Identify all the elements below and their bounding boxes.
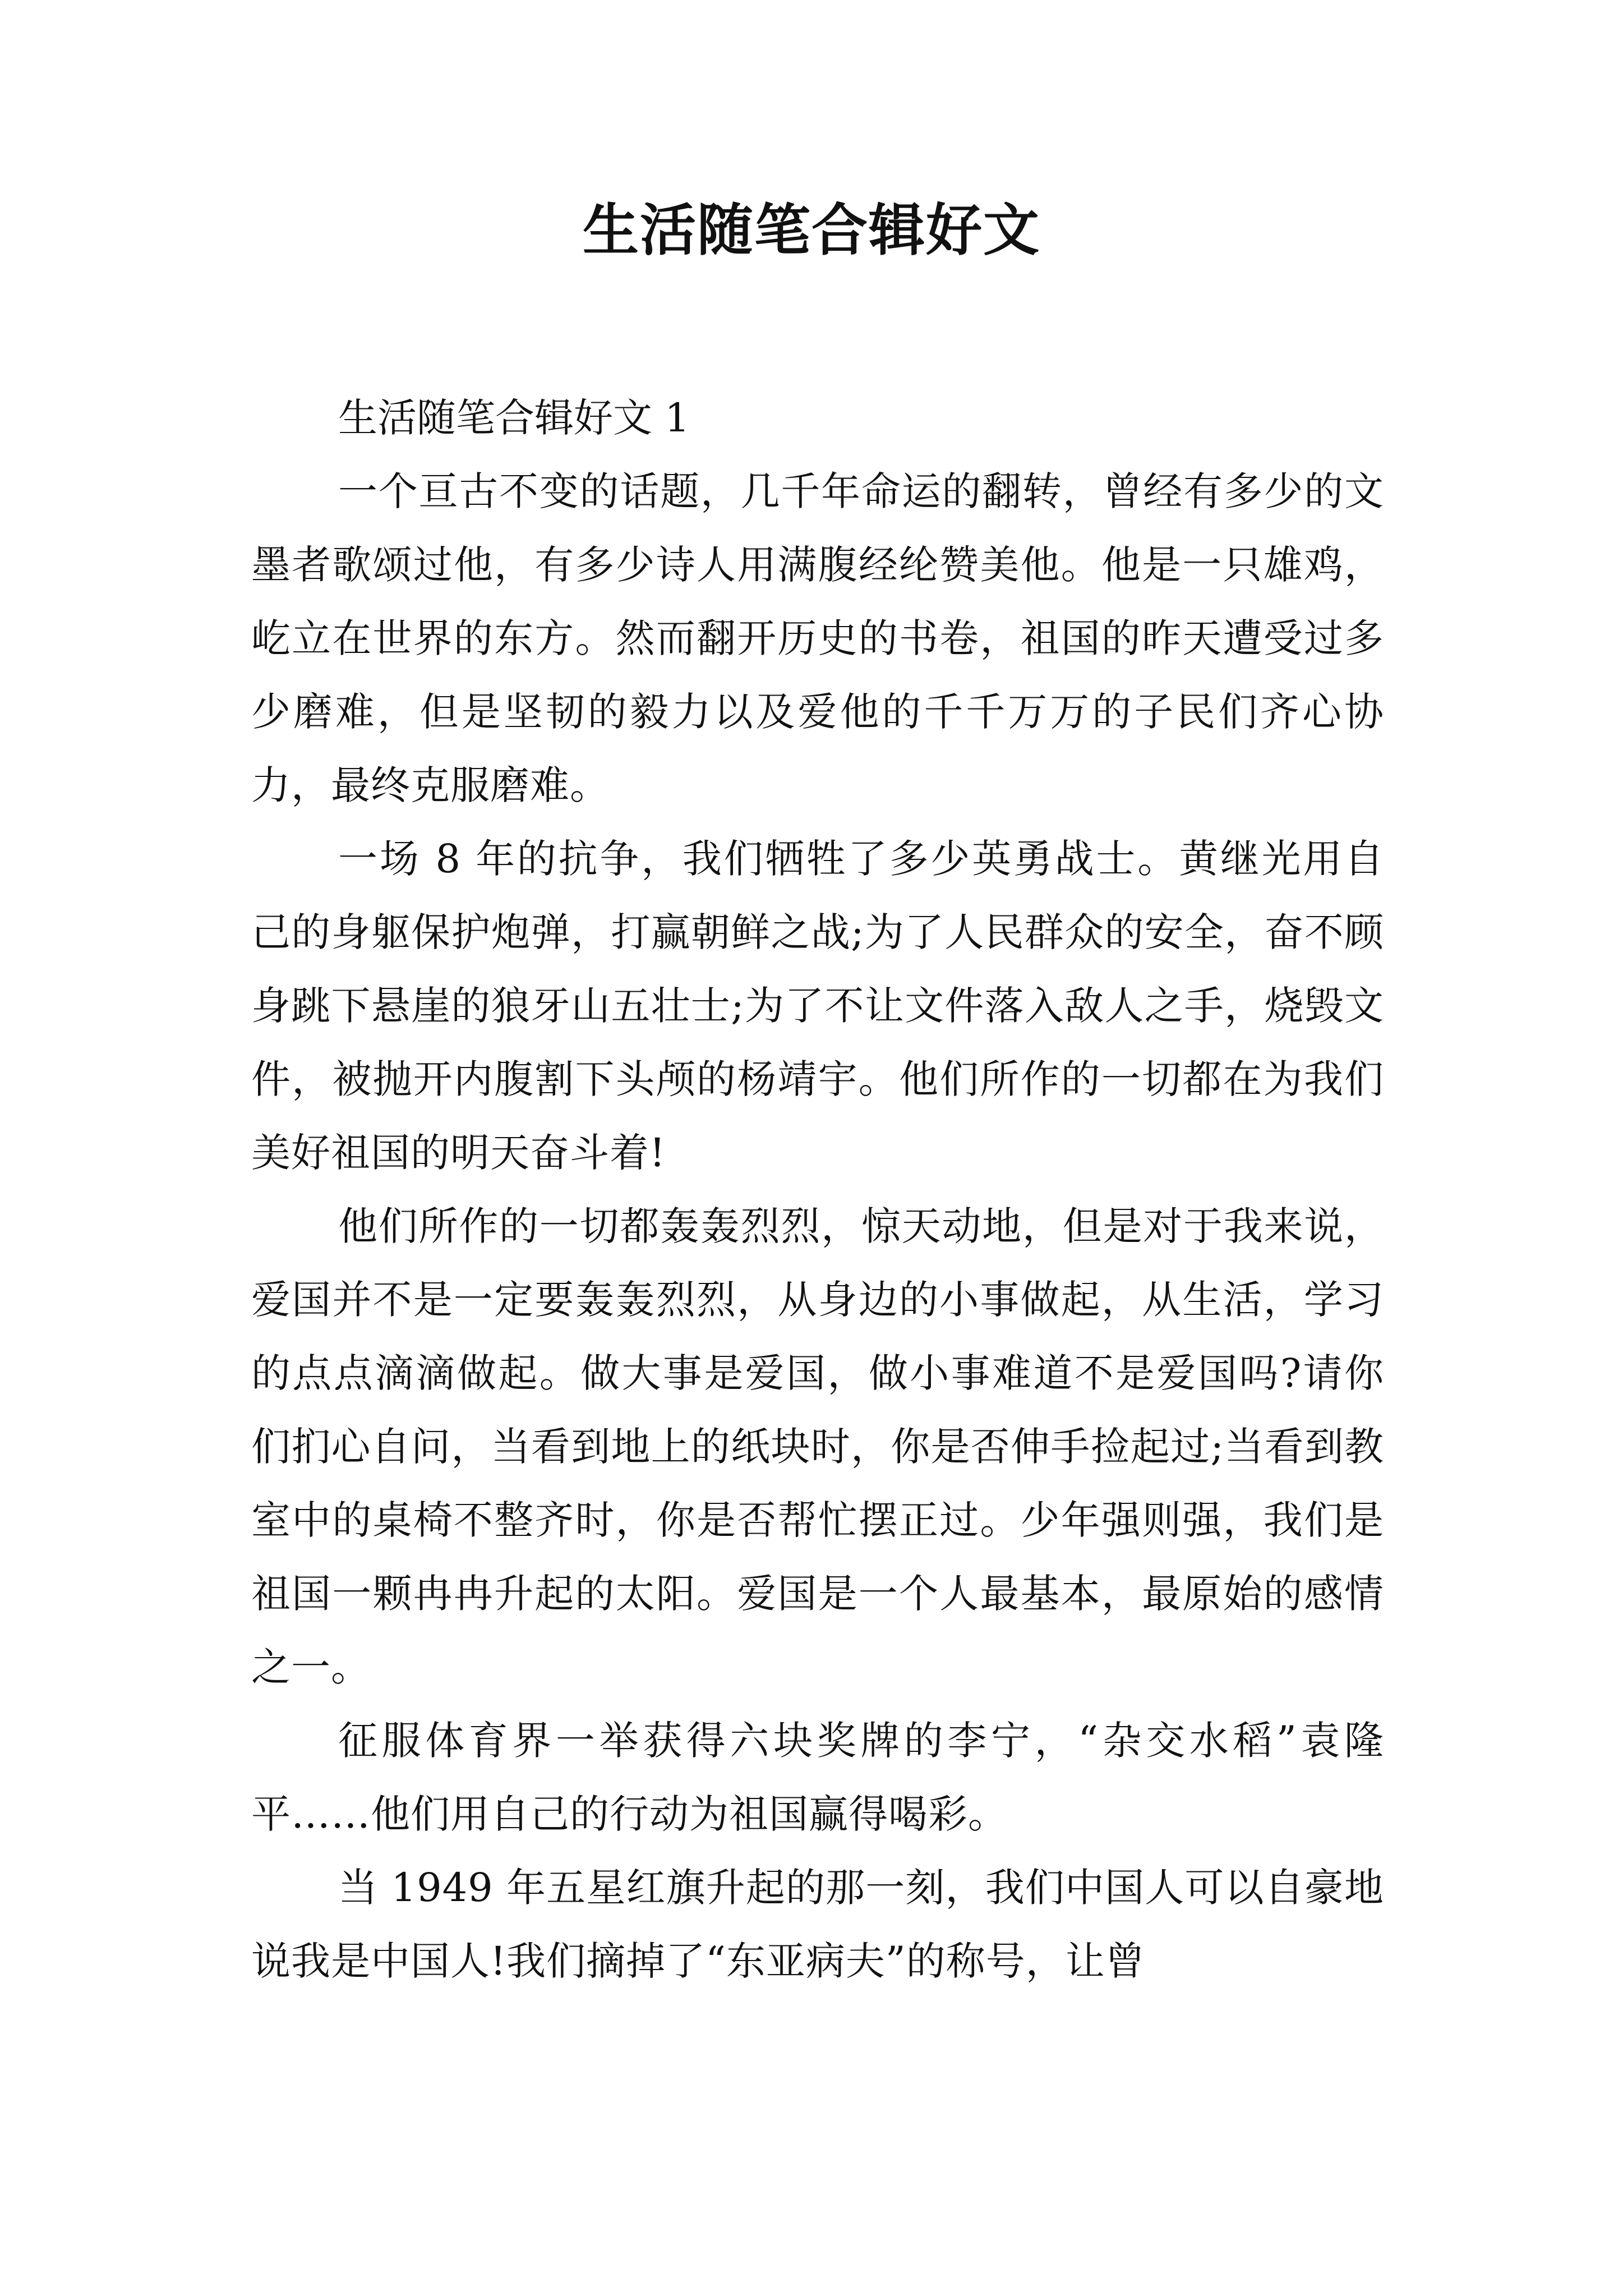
document-title: 生活随笔合辑好文 bbox=[583, 197, 1040, 263]
section-heading: 生活随笔合辑好文 1 bbox=[338, 395, 690, 441]
paragraph-4: 征服体育界一举获得六块奖牌的李宁，“杂交水稻”袁隆平……他们用自己的行动为祖国赢得喝彩。 bbox=[251, 1718, 1384, 1837]
paragraph-3: 他们所作的一切都轰轰烈烈，惊天动地，但是对于我来说，爱国并不是一定要轰轰烈烈，从身边的小事做起，从生活，学习的点点滴滴做起。做大事是爱国，做小事难道不是爱国吗?请你们扪心自问，当看到地上的纸块时，你是否伸手捡起过;当看到教室中的桌椅不整齐时，你是否帮忙摆正过。少年强则强，我们是祖国一颗冉冉升起的太阳。爱国是一个人最基本，最原始的感情之一。 bbox=[251, 1203, 1384, 1690]
document-body bbox=[251, 381, 1384, 1998]
paragraph-5: 当 1949 年五星红旗升起的那一刻，我们中国人可以自豪地说我是中国人!我们摘掉了“东亚病夫”的称号，让曾 bbox=[251, 1865, 1384, 1984]
paragraph-2: 一场 8 年的抗争，我们牺牲了多少英勇战士。黄继光用自己的身躯保护炮弹，打赢朝鲜之战;为了人民群众的安全，奋不顾身跳下悬崖的狼牙山五壮士;为了不让文件落入敌人之手，烧毁文件，被抛开内腹割下头颅的杨靖宇。他们所作的一切都在为我们美好祖国的明天奋斗着! bbox=[251, 836, 1384, 1176]
paragraph-1: 一个亘古不变的话题，几千年命运的翻转，曾经有多少的文墨者歌颂过他，有多少诗人用满腹经纶赞美他。他是一只雄鸡，屹立在世界的东方。然而翻开历史的书卷，祖国的昨天遭受过多少磨难，但是坚韧的毅力以及爱他的千千万万的子民们齐心协力，最终克服磨难。 bbox=[251, 468, 1384, 808]
